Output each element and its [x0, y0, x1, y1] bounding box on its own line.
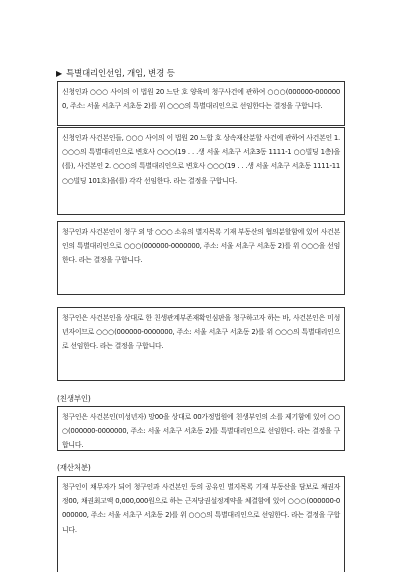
section-heading	[56, 67, 175, 79]
example-text-6: 청구인이 채무자가 되어 청구인과 사건본인 등의 공유인 별지목록 기재 부동산을 담보로 채권자 정00, 채권최고액 0,000,000원으로 하는 근저당권설정계약을 체결함에 있어 ○○○(000000-0000000, 주소: 서울 서초구 서초동 2)를 위 ○○○의 특별대리인으로 선임한다. 라는 결정을 구합니다.	[62, 483, 340, 534]
example-box-4	[57, 307, 345, 381]
section-label-property: (재산처분)	[57, 463, 91, 472]
triangle-bullet-icon: ▶	[56, 69, 62, 78]
example-text-4: 청구인은 사건본인을 상대로 한 친생관계부존재확인심판을 청구하고자 하는 바, 사건본인은 미성년자이므로 ○○○(000000-0000000, 주소: 서울 서초구 서초동 2)를 위 ○○○의 특별대리인으로 선임한다. 라는 결정을 구합니다.	[62, 314, 340, 351]
example-text-2: 신청인과 사건본인들, ○○○ 사이의 이 법원 20 느합 호 상속재산분할 사건에 관하여 사건본인 1. ○○○의 특별대리인으로 변호사 ○○○(19 . . .생 서울 서초구 서초3동 1111-1 ○○빌딩 1층)을(를), 사건본인 2. ○○○의 특별대리인으로 변호사 ○○○(19 . . .생 서울 서초구 서초동 1111-11 ○○빌딩 101호)을(를) 각각 선임한다. 라는 결정을 구합니다.	[62, 134, 340, 185]
heading-text: 특별대리인선임, 개임, 변경 등	[65, 69, 175, 79]
example-box-1	[57, 81, 345, 126]
example-box-5	[57, 406, 345, 451]
example-text-1: 신청인과 ○○○ 사이의 이 법원 20 느단 호 양육비 청구사건에 관하여 ○○○(000000-0000000, 주소: 서울 서초구 서초동 2)를 위 ○○○의 특별대리인으로 선임한다는 결정을 구합니다.	[62, 88, 340, 111]
example-box-6	[57, 476, 345, 572]
example-text-5: 청구인은 사건본인(미성년자) 망00을 상대로 00가정법원에 친생부인의 소를 제기함에 있어 ○○○(000000-0000000, 주소: 서울 서초구 서초동 2)를 특별대리인으로 선임한다. 라는 결정을 구합니다.	[62, 413, 340, 450]
example-box-2	[57, 127, 345, 215]
example-text-3: 청구인과 사건본인이 청구 외 망 ○○○ 소유의 별지목록 기재 부동산의 협의분할함에 있어 사건본인의 특별대리인으로 ○○○(000000-0000000, 주소: 서울 서초구 서초동 2)를 위 ○○○을 선임한다. 라는 결정을 구합니다.	[62, 228, 340, 265]
example-box-3	[57, 221, 345, 295]
section-label-paternity: (친생부인)	[57, 394, 91, 403]
